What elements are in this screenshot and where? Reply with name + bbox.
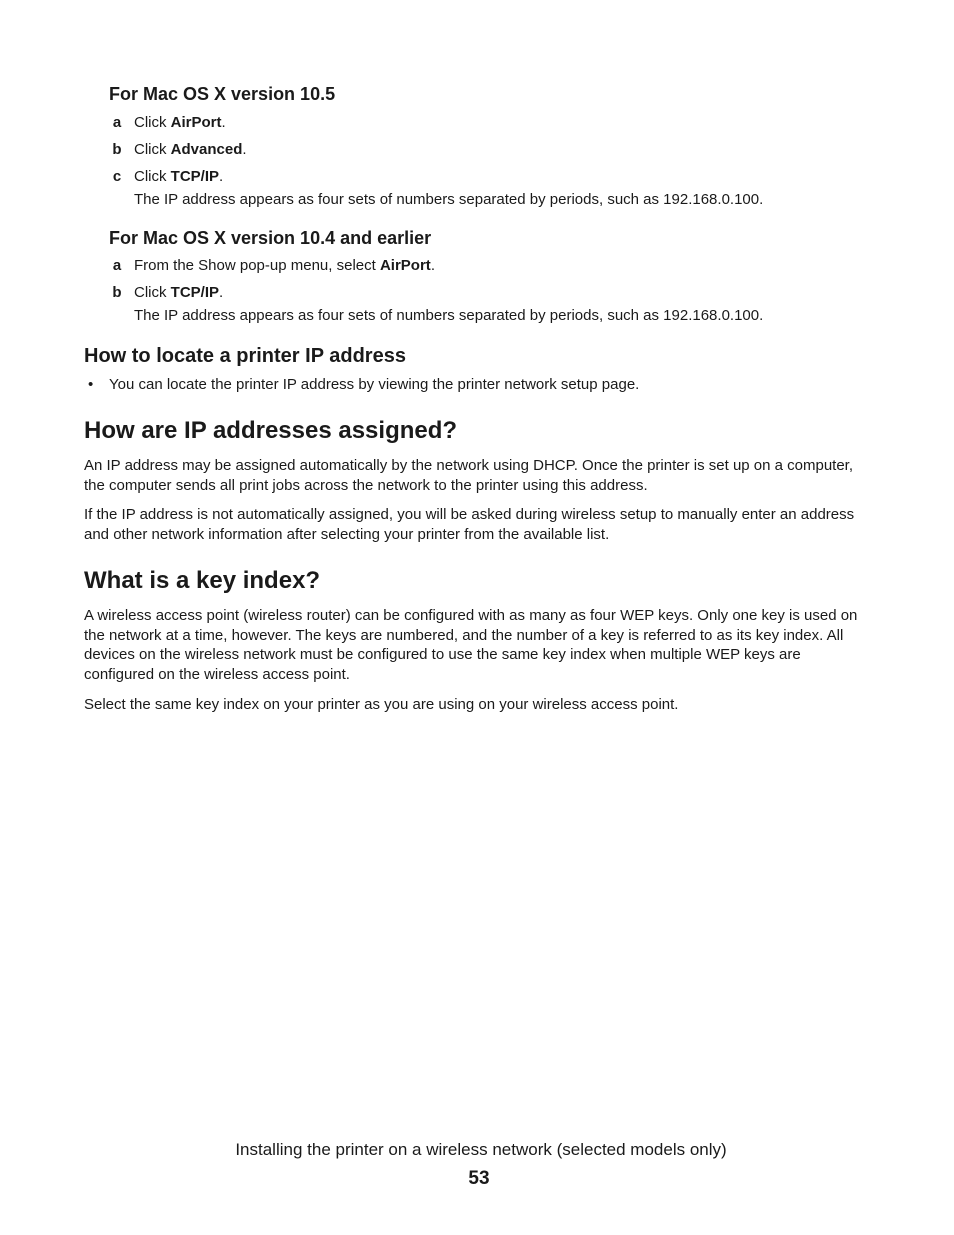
step-marker: c xyxy=(112,168,122,185)
step-marker: a xyxy=(112,114,122,131)
heading-mac-os-x-10-5: For Mac OS X version 10.5 xyxy=(109,84,336,104)
step-marker: b xyxy=(112,141,122,158)
ip-format-note: The IP address appears as four sets of numbers separated by periods, such as 192.168.0.100. xyxy=(134,307,764,324)
heading-key-index: What is a key index? xyxy=(84,567,321,594)
paragraph-manual-address: If the IP address is not automatically assigned, you will be asked during wireless setup to manually enter an address and other network information after selecting your printer from the available list. xyxy=(84,506,855,543)
step-text: From the Show pop-up menu, select AirPort. xyxy=(134,257,435,274)
step-text: Click AirPort. xyxy=(134,114,226,131)
page-number: 53 xyxy=(468,1168,490,1189)
step-text: Click TCP/IP. xyxy=(134,168,224,185)
paragraph-dhcp: An IP address may be assigned automatically by the network using DHCP. Once the printer is set up on a computer, the computer sends all print jobs across the network to the printer using this address. xyxy=(84,457,854,494)
step-text: Click Advanced. xyxy=(134,141,247,158)
heading-ip-assigned: How are IP addresses assigned? xyxy=(84,417,458,444)
paragraph-wep-keys: A wireless access point (wireless router) can be configured with as many as four WEP keys. Only one key is used on the network at a time, however. The keys are numbered, and the number of a key is referred to as its key index. All devices on the wireless network must be configured to use the same key index when multiple WEP keys are configured on the wireless access point. xyxy=(84,607,858,683)
step-marker: a xyxy=(112,257,122,274)
bullet-text: You can locate the printer IP address by viewing the printer network setup page. xyxy=(109,376,640,393)
step-text: Click TCP/IP. xyxy=(134,284,224,301)
heading-locate-printer-ip: How to locate a printer IP address xyxy=(84,345,406,367)
footer-chapter-title: Installing the printer on a wireless network (selected models only) xyxy=(235,1140,727,1159)
ip-format-note: The IP address appears as four sets of numbers separated by periods, such as 192.168.0.100. xyxy=(134,191,764,208)
paragraph-select-key-index: Select the same key index on your printer as you are using on your wireless access point. xyxy=(84,696,679,713)
step-marker: b xyxy=(112,284,122,301)
heading-mac-os-x-10-4: For Mac OS X version 10.4 and earlier xyxy=(109,228,432,248)
bullet-icon: • xyxy=(88,376,94,393)
